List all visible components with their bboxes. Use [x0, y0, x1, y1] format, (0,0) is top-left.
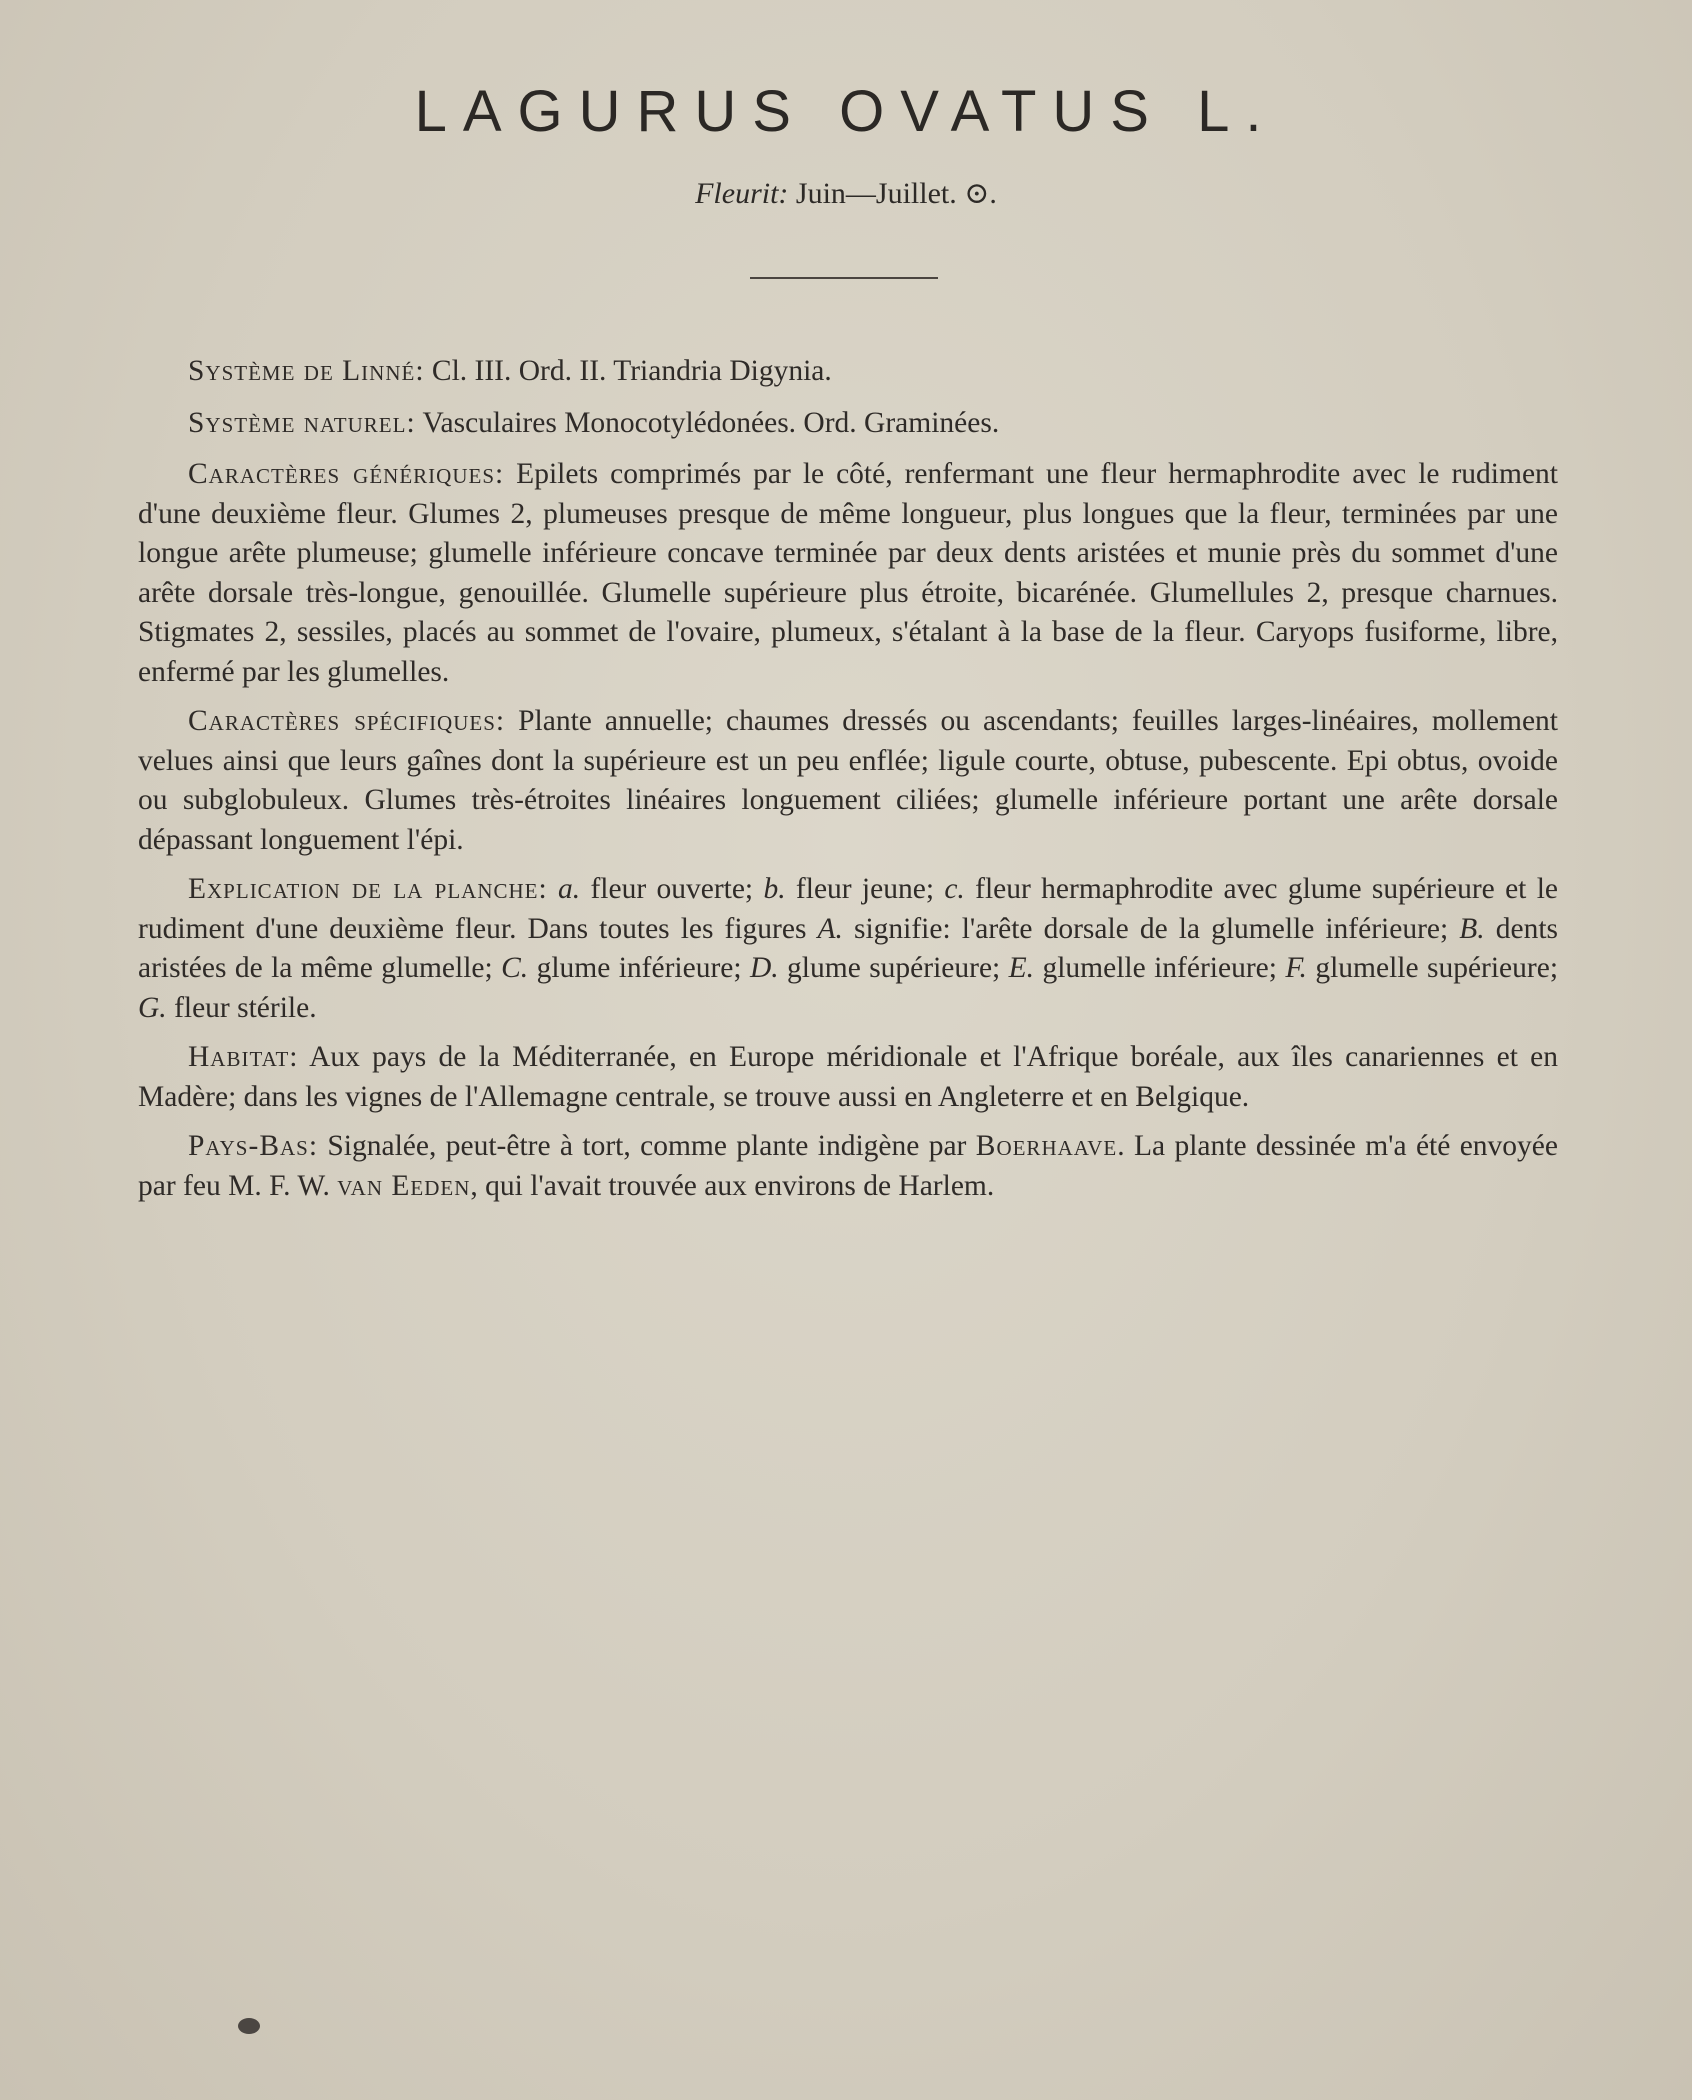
section-text: Plante annuelle; chaumes dressés ou ascendants; feuilles larges-linéaires, mollement velues ainsi que leurs gaînes dont la supérieure est un peu enflée; ligule courte, obtuse, pubescente. Epi obtus, ovoide ou subglobuleux. Glumes très-étroites linéaires longuement ciliées; glumelle inférieure portant une arête dorsale dépassant longuement l'épi. — [138, 705, 1558, 856]
ink-spot — [238, 2018, 260, 2034]
section-text: Epilets comprimés par le côté, renfermant une fleur hermaphrodite avec le rudiment d'une deuxième fleur. Glumes 2, plumeuses presque de même longueur, plus longues que la fleur, terminées par une longue arête plumeuse; glumelle inférieure concave terminée par deux dents aristées et munie près du sommet d'une arête dorsale très-longue, genouillée. Glumelle supérieure plus étroite, bicarénée. Glumellules 2, presque charnues. Stigmates 2, sessiles, placés au sommet de l'ovaire, plumeux, s'étalant à la base de la fleur. Caryops fusiforme, libre, enfermé par les glumelles. — [138, 458, 1558, 688]
paragraph-explication: Explication de la planche: a. fleur ouverte; b. fleur jeune; c. fleur hermaphrodite avec glume supérieure et le rudiment d'une deuxième fleur. Dans toutes les figures A. signifie: l'arête dorsale de la glumelle inférieure; B. dents aristées de la même glumelle; C. glume inférieure; D. glume supérieure; E. glumelle inférieure; F. glumelle supérieure; G. fleur stérile. — [138, 873, 1559, 1024]
section-text: Cl. III. Ord. II. Triandria Digynia. — [424, 355, 832, 387]
page-title: LAGURUS OVATUS L. — [414, 79, 1278, 144]
person-name: Boerhaave — [975, 1130, 1118, 1162]
section-head: Explication de la planche: — [188, 873, 548, 905]
section-head: Caractères spécifiques: — [188, 705, 506, 737]
paragraph-pays-bas: Pays-Bas: Signalée, peut-être à tort, comme plante indigène par Boerhaave. La plante dessinée m'a été envoyée par feu M. F. W. van Eeden, qui l'avait trouvée aux environs de Harlem. — [138, 1130, 1558, 1202]
section-head: Système de Linné: — [188, 355, 425, 387]
title-divider — [750, 277, 938, 279]
paragraph-linne — [138, 352, 1558, 392]
paragraph-generiques — [138, 455, 1558, 692]
paragraph-specifiques — [138, 702, 1558, 860]
flowering-value: Juin—Juillet. ⊙. — [795, 177, 997, 210]
paragraph-habitat — [138, 1038, 1558, 1117]
description-body — [138, 352, 1558, 1216]
section-text: Vasculaires Monocotylédonées. Ord. Graminées. — [415, 406, 1000, 439]
person-name: van Eeden — [337, 1169, 471, 1202]
flowering-label: Fleurit: — [695, 177, 789, 210]
paragraph-naturel — [138, 404, 1558, 444]
flowering-line — [0, 176, 1692, 211]
section-head: Système naturel: — [188, 406, 416, 439]
section-head: Pays-Bas: — [188, 1130, 319, 1162]
section-text: Aux pays de la Méditerranée, en Europe méridionale et l'Afrique boréale, aux îles canariennes et en Madère; dans les vignes de l'Allemagne centrale, se trouve aussi en Angleterre et en Belgique. — [138, 1041, 1558, 1113]
section-head: Habitat: — [188, 1041, 299, 1073]
section-head: Caractères génériques: — [188, 458, 505, 490]
